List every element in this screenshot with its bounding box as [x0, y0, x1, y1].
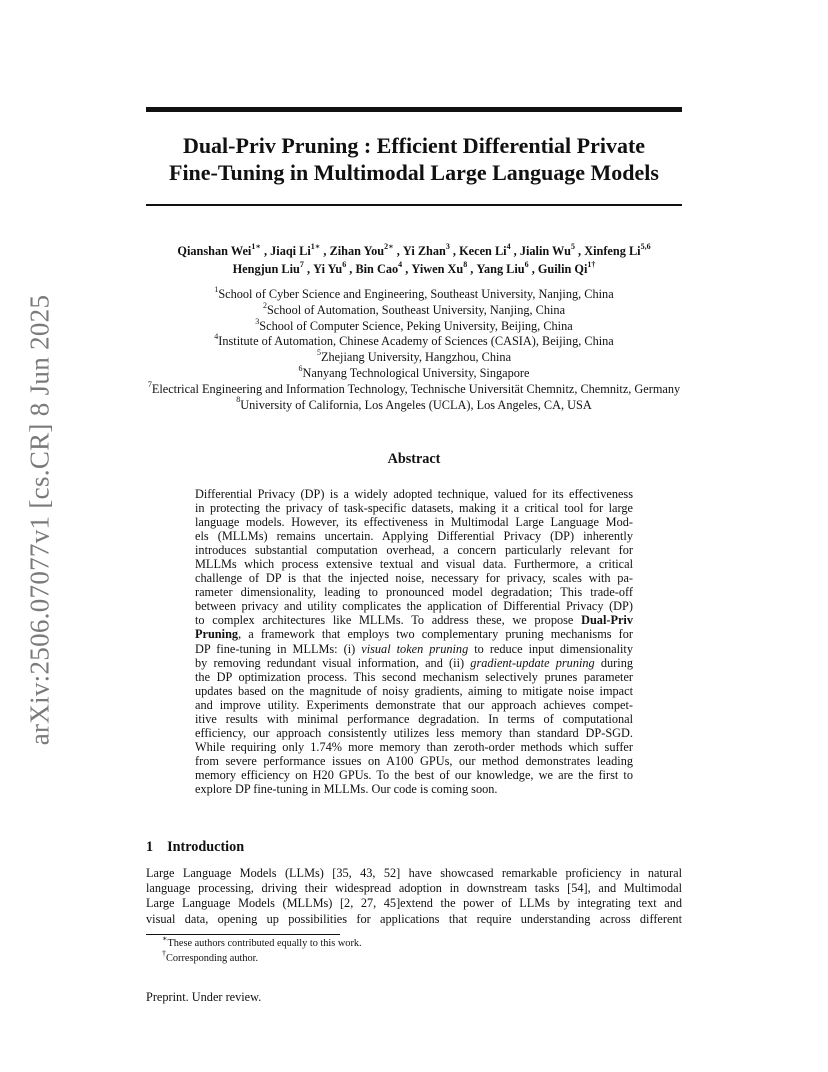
abstract-line [195, 768, 633, 782]
introduction-body [146, 866, 682, 927]
affiliation-text: University of California, Los Angeles (UCLA), Los Angeles, CA, USA [240, 397, 592, 412]
abstract-line [195, 613, 633, 627]
abstract-text-run: Pruning [195, 627, 239, 642]
affiliation-line [100, 316, 728, 335]
abstract-line [195, 487, 633, 501]
affiliation-line [100, 334, 728, 350]
abstract-text-run: MLLMs which process extensive textual and visual data. Furthermore, a critical [195, 557, 633, 572]
author-affiliation-marker: 4 [506, 241, 511, 251]
abstract-heading: Abstract [387, 451, 441, 467]
affiliation-text: Zhejiang University, Hangzhou, China [320, 350, 512, 365]
author-name: Jiaqi Li [270, 244, 311, 258]
author-affiliation-marker: 1† [587, 259, 596, 269]
arxiv-identifier-stamp: arXiv:2506.07077v1 [cs.CR] 8 Jun 2025 [24, 294, 55, 746]
author-affiliation-marker: 5,6 [640, 241, 651, 251]
abstract-line [195, 684, 633, 698]
footnote-text: These authors contributed equally to this work. [167, 938, 362, 949]
author-affiliation-marker: 8 [463, 259, 468, 269]
footnote-text: Corresponding author. [166, 953, 259, 964]
abstract-text-run: during [594, 655, 633, 670]
abstract-text-run: Differential Privacy (DP) is a widely adopted technique, valued for its effectiveness [195, 487, 633, 501]
title-top-rule [146, 107, 682, 112]
abstract-text-run: , a framework that employs two complementary pruning mechanisms for [238, 627, 633, 642]
abstract-line [195, 585, 633, 599]
abstract-line [195, 670, 633, 684]
affiliation-marker: 4 [214, 332, 219, 342]
abstract-text-run: introduces substantial computation overhead, a concern particularly relevant for [195, 543, 633, 558]
abstract-line [195, 501, 633, 515]
abstract-text-run: While requiring only 1.74% more memory than zeroth-order methods which suffer [195, 739, 633, 754]
title-bottom-rule [146, 204, 682, 206]
author-name: Guilin Qi [537, 262, 588, 276]
abstract-text-run: from severe performance issues on A100 GPUs, our method demonstrates leading [195, 753, 633, 768]
affiliation-text: School of Automation, Southeast University, Nanjing, China [266, 302, 566, 317]
affiliation-text: Institute of Automation, Chinese Academy of Sciences (CASIA), Beijing, China [218, 334, 614, 349]
affiliation-list [100, 284, 728, 413]
introduction-line: visual data, opening up possibilities for applications that require understanding across different [146, 911, 682, 926]
title-line-2: Fine-Tuning in Multimodal Large Language Models [169, 160, 659, 185]
section-number: 1 [146, 839, 154, 855]
author-affiliation-marker: 1∗ [251, 241, 261, 251]
footnote-marker: † [162, 948, 166, 958]
affiliation-line [100, 350, 728, 366]
abstract-text-run: DP fine-tuning in MLLMs: (i) [195, 641, 362, 656]
abstract-line [195, 656, 633, 670]
abstract-text-run: gradient-update pruning [470, 655, 595, 670]
abstract-line [195, 754, 633, 768]
abstract-text-run: Dual-Priv [581, 613, 633, 628]
abstract-line [195, 698, 633, 712]
paper-title [146, 132, 682, 186]
abstract-line [195, 529, 633, 543]
abstract-text-run: challenge of DP is that the injected noise, necessary for privacy, scales with pa- [195, 571, 633, 586]
author-affiliation-marker: 6 [342, 259, 347, 269]
author-name: Jialin Wu [519, 244, 571, 258]
author-affiliation-marker: 2∗ [384, 241, 394, 251]
introduction-line: Large Language Models (MLLMs) [2, 27, 45]extend the power of LLMs by integrating text and [146, 896, 682, 911]
author-name: Qianshan Wei [177, 244, 252, 258]
affiliation-line [100, 379, 728, 398]
abstract-line [195, 740, 633, 754]
introduction-line: Large Language Models (LLMs) [35, 43, 52] have showcased remarkable proficiency in natural [146, 866, 682, 880]
abstract-text-run: in protecting the privacy of task-specific datasets, making it a critical tool for large [195, 501, 633, 516]
author-name: Bin Cao [355, 262, 399, 276]
abstract-text-run: by removing redundant visual information, and (ii) [195, 655, 471, 670]
abstract-text-run: between privacy and utility complicates the application of Differential Privacy (DP) [195, 599, 633, 614]
affiliation-marker: 3 [255, 316, 260, 326]
affiliation-marker: 8 [236, 395, 241, 405]
abstract-line [195, 571, 633, 585]
abstract-text-run: rameter dimensionality, leading to pronounced model degradation; This trade-off [195, 585, 633, 600]
author-name: Zihan You [329, 244, 385, 258]
author-affiliation-marker: 6 [524, 259, 529, 269]
abstract-text-run: and improve utility. Experiments demonstrate that our approach achieves compet- [195, 697, 633, 712]
abstract-line [195, 712, 633, 726]
affiliation-line [100, 395, 728, 414]
author-affiliation-marker: 4 [398, 259, 403, 269]
abstract-text-run: explore DP fine-tuning in MLLMs. Our code is coming soon. [195, 781, 498, 796]
affiliation-line [100, 300, 728, 319]
footnote-marker: ∗ [162, 933, 168, 943]
abstract-line [195, 726, 633, 740]
affiliation-text: Electrical Engineering and Information Technology, Technische Universität Chemnitz, Chemnitz, Germany [151, 381, 681, 396]
affiliation-text: School of Computer Science, Peking University, Beijing, China [259, 318, 573, 333]
author-row-1: Qianshan Wei$^{1∗}$ , Jiaqi $Li^{1∗}$ , Zihan You$^{2∗}$ , Yi Zhan$^3$ , Kecen Li$^4$ , Jialin Wu$^5$ , Xinfeng Li$^{5,6}$ [177, 241, 651, 258]
abstract-text-run: updates based on the magnitude of noisy gradients, aiming to mitigate noise impact [195, 683, 633, 698]
abstract-line [195, 642, 633, 656]
abstract-text-run: language models. However, its effectiveness in Multimodal Large Language Mod- [195, 515, 633, 530]
author-name: Yiwen Xu [411, 262, 464, 276]
introduction-line: language processing, driving their widespread adoption in downstream tasks [54], and Multimodal [146, 881, 682, 896]
author-name: Hengjun Liu [232, 262, 300, 276]
author-list [146, 242, 682, 278]
affiliation-line [100, 363, 728, 382]
affiliation-line [100, 284, 728, 303]
affiliation-text: School of Cyber Science and Engineering, Southeast University, Nanjing, China [218, 287, 614, 301]
author-affiliation-marker: 3 [445, 241, 450, 251]
abstract-line [195, 543, 633, 557]
title-line-1: Dual-Priv Pruning : Efficient Differential Private [182, 133, 646, 158]
author-affiliation-marker: 5 [570, 241, 575, 251]
abstract-line [195, 515, 633, 529]
abstract-text-run: memory efficiency on H20 GPUs. To the best of our knowledge, we are the first to [195, 767, 633, 782]
author-name: Yang Liu [476, 262, 525, 276]
abstract-line [195, 627, 633, 641]
abstract-text-run: to complex architectures like MLLMs. To address these, we propose [195, 613, 582, 628]
abstract-text-run: itive results with minimal performance degradation. In terms of computational [195, 711, 633, 726]
abstract-text-run: efficiency, our approach consistently utilizes less memory than standard DP-SGD. [195, 725, 633, 740]
preprint-note: Preprint. Under review. [146, 990, 262, 1004]
footnote-list [162, 933, 362, 966]
footnote-rule [146, 934, 340, 935]
affiliation-marker: 1 [214, 284, 219, 294]
author-row-2: Hengjun Liu$^7$ , Yi Yu$^6$ , Bin Cao$^4$ , Yiwen Xu$^8$ , Yang Liu$^6$ , Guilin $Qi^{1\dagger}$ [232, 259, 596, 276]
abstract-body [195, 487, 633, 796]
footnote [162, 948, 362, 966]
author-name: Xinfeng Li [584, 244, 641, 258]
abstract-text-run: els (MLLMs) remains uncertain. Applying Differential Privacy (DP) inherently [195, 529, 633, 544]
author-affiliation-marker: 7 [299, 259, 304, 269]
affiliation-marker: 5 [316, 348, 321, 358]
author-name: Kecen Li [459, 244, 507, 258]
author-name: Yi Zhan [402, 244, 446, 258]
abstract-line [195, 782, 633, 796]
abstract-text-run: visual token pruning [361, 641, 469, 656]
affiliation-marker: 7 [147, 379, 152, 389]
author-affiliation-marker: 1∗ [310, 241, 321, 251]
affiliation-marker: 6 [298, 363, 303, 373]
affiliation-marker: 2 [262, 300, 267, 310]
author-name: Yi Yu [313, 262, 343, 276]
abstract-line [195, 557, 633, 571]
section-title: Introduction [167, 839, 245, 855]
abstract-text-run: to reduce input dimensionality [468, 641, 633, 656]
section-heading-introduction [146, 839, 244, 856]
affiliation-text: Nanyang Technological University, Singapore [302, 365, 530, 380]
abstract-line [195, 599, 633, 613]
footnote [162, 933, 362, 951]
abstract-text-run: the DP optimization process. This second mechanism selectively prunes parameter [195, 669, 633, 684]
